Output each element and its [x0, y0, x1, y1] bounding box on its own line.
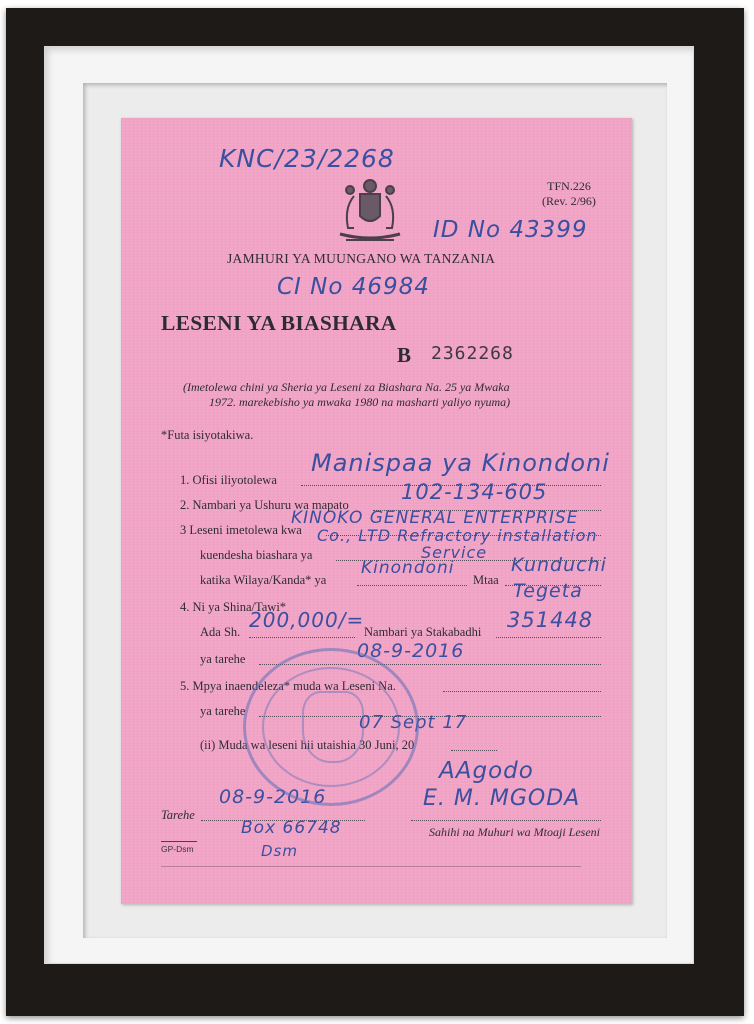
republic-heading: JAMHURI YA MUUNGANO WA TANZANIA	[227, 251, 496, 266]
signature-caption: Sahihi na Muhuri wa Mtoaji Leseni	[429, 825, 600, 839]
signer-name: E. M. MGODA	[423, 786, 581, 811]
form-revision: (Rev. 2/96)	[542, 194, 596, 208]
mtaa-label: Mtaa	[473, 573, 499, 587]
field-3b-label: kuendesha biashara ya	[200, 548, 313, 562]
field-3c-line	[357, 584, 467, 586]
handwritten-box-line2: Dsm	[261, 842, 298, 860]
form-code: TFN.226	[547, 179, 591, 193]
field-3c-label: katika Wilaya/Kanda* ya	[200, 573, 327, 587]
field-2-label: 2. Nambari ya Ushuru wa mapato	[180, 498, 349, 512]
handwritten-id-number: ID No 43399	[433, 217, 588, 243]
delete-note: *Futa isiyotakiwa.	[161, 428, 254, 442]
stakabadhi-line	[496, 636, 601, 638]
ada-value: 200,000/=	[249, 608, 365, 632]
handwritten-reference: KNC/23/2268	[219, 144, 395, 173]
tarehe-1-label: ya tarehe	[200, 652, 246, 666]
stamp-emblem-icon	[302, 691, 364, 763]
field-4-label: 4. Ni ya Shina/Tawi*	[180, 600, 287, 614]
license-class: B	[397, 343, 412, 367]
mtaa-value-line1: Kunduchi	[511, 554, 607, 576]
field-1-value: Manispaa ya Kinondoni	[311, 449, 610, 477]
tarehe-2-label: ya tarehe	[200, 704, 246, 718]
field-3b-value-line2: Service	[421, 543, 488, 562]
field-3-value: KINOKO GENERAL ENTERPRISE	[291, 508, 579, 528]
field-6-line	[451, 749, 497, 751]
tarehe-1-value: 08-9-2016	[357, 640, 465, 662]
expiry-handwritten: 07 Sept 17	[359, 712, 468, 733]
field-3c-value: Kinondoni	[361, 558, 455, 578]
tarehe-footer-label: Tarehe	[161, 808, 195, 822]
stakabadhi-label: Nambari ya Stakabadhi	[364, 625, 482, 639]
legal-subtitle-line1: (Imetolewa chini ya Sheria ya Leseni za Biashara Na. 25 ya Mwaka	[183, 380, 510, 394]
field-5-label: 5. Mpya inaendeleza* muda wa Leseni Na.	[180, 679, 396, 693]
field-3-label: 3 Leseni imetolewa kwa	[180, 523, 302, 537]
ada-label: Ada Sh.	[200, 625, 241, 639]
field-3b-value-line1: Co., LTD Refractory installation	[317, 526, 598, 545]
printer-mark: GP-Dsm	[161, 844, 194, 854]
handwritten-box-line1: Box 66748	[241, 818, 342, 838]
signature-line	[411, 819, 601, 821]
mtaa-value-line2: Tegeta	[513, 580, 583, 602]
handwritten-ci-number: CI No 46984	[277, 274, 430, 300]
serial-number: 2362268	[431, 343, 514, 364]
license-title: LESENI YA BIASHARA	[161, 311, 397, 335]
stakabadhi-value: 351448	[507, 608, 594, 632]
official-stamp	[243, 648, 419, 806]
field-2-value: 102-134-605	[401, 480, 548, 504]
printer-mark-rule	[161, 841, 197, 842]
legal-subtitle-line2: 1972. marekebisho ya mwaka 1980 na masharti yaliyo nyuma)	[209, 395, 511, 409]
bottom-rule	[161, 866, 581, 867]
field-5-line	[443, 690, 601, 692]
field-6-label: (ii) Muda wa leseni hii utaishia 30 Juni, 20	[200, 738, 415, 752]
coat-of-arms-icon	[334, 176, 406, 246]
ada-line	[249, 636, 355, 638]
tarehe-footer-value: 08-9-2016	[219, 786, 327, 808]
field-1-label: 1. Ofisi iliyotolewa	[180, 473, 277, 487]
signature-scribble: AAgodo	[439, 758, 534, 784]
